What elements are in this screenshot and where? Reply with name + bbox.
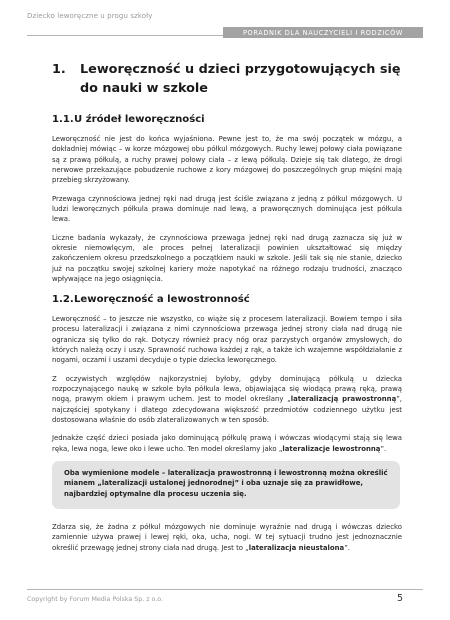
- bold-term: lateralizacja nieustalona: [248, 543, 345, 552]
- paragraph: Leworęczność – to jeszcze nie wszystko, co wiąże się z procesem lateralizacji. Bowiem tempo i siła procesu lateralizacji i związana z nimi czynnościowa przewaga jednej strony ciała nad drugą nie ogranicza się tylko do rąk. Dotyczy również pracy nóg oraz parzystych organów zmysłowych, do których należą oczy i uszy. Sprawność ruchowa każdej z rąk, a także ich wzajemne współdziałanie z nogami, oczami i uszami decyduje o typie dziecka leworęcznego.: [52, 315, 402, 365]
- text-run: ”, najczęściej spotykany i dlatego zdecydowana większość przedmiotów codziennego użytku jest dostosowana właśnie do osób zlateralizowanych w ten sposób.: [52, 395, 402, 424]
- page-number: 5: [396, 593, 403, 604]
- paragraph: Przewaga czynnościowa jednej ręki nad drugą jest ściśle związana z jedną z półkul mózgowych. U ludzi leworęcznych półkula prawa dominuje nad lewą, a praworęcznych dominująca jest półkula lewa.: [52, 194, 402, 224]
- section-number: 1.1.: [52, 114, 74, 125]
- text-run: Zdarza się, że żadna z półkul mózgowych nie dominuje wyraźnie nad drugą i wówczas dziecko zamiennie używa prawej i lewej ręki, oka, ucha, nogi. W tej sytuacji trudno jest jednoznacznie określić przewagę jednej strony ciała nad drugą. Jest to „: [52, 523, 402, 552]
- section-number: 1.2.: [52, 294, 74, 305]
- paragraph: Liczne badania wykazały, że czynnościowa przewaga jednej ręki nad drugą zaznacza się już w okresie niemowlęcym, ale proces pełnej lateralizacji powinien ukształtować się między zakończeniem okresu przedszkolnego a początkiem nauki w szkole. Jeśli tak się nie stanie, dziecko już na początku swojej szkolnej kariery może napotykać na różnego rodzaju trudności, znacząco wpływające na jego osiągnięcia.: [52, 233, 402, 283]
- chapter-number: 1.: [52, 62, 66, 77]
- text-run: ”.: [344, 543, 350, 552]
- footer-rule: [27, 589, 423, 590]
- text-run: Z oczywistych względów najkorzystniej byłoby, gdyby dominującą półkulą u dziecka rozpoczynającego naukę w szkole była półkula lewa, objawiająca się wiodącą prawą ręką, prawą nogą, prawym okiem i prawym uchem. Jest to model określany „: [52, 374, 402, 404]
- callout-text: Oba wymienione modele – lateralizacja prawostronną i lewostronną można określić mianem „lateralizacji ustalonej jednorodnej” i oba uznaje się za prawidłowe, najbardziej optymalne dla procesu uczenia się.: [64, 469, 388, 498]
- copyright-text: Copyright by Forum Media Polska Sp. z o.o.: [27, 596, 164, 603]
- paragraph: [52, 374, 402, 425]
- section-label: PORADNIK DLA NAUCZYCIELI I RODZICÓW: [223, 27, 423, 38]
- paragraph: Leworęczność nie jest do końca wyjaśniona. Pewne jest to, że ma swój początek w mózgu, a dokładniej mówiąc – w korze mózgowej obu półkul mózgowych. Ruchy lewej połowy ciała powiązane są z prawą półkulą, a ruchy prawej połowy ciała – z lewą półkulą. Dzieje się tak dlatego, że drogi nerwowe przekazujące pobudzenie ruchowe z kory mózgowej do poszczególnych grup mięśni mają przebieg skrzyżowany.: [52, 135, 402, 185]
- text-run: Jednakże część dzieci posiada jako dominującą półkulę prawą i wówczas wiodącymi stają się lewa ręka, lewa noga, lewe oko i lewe ucho. Ten model określamy jako „: [52, 434, 402, 453]
- paragraph: [52, 522, 402, 553]
- paragraph: [52, 433, 402, 454]
- closing-body: [52, 522, 402, 561]
- running-title: Dziecko leworęczne u progu szkoły: [27, 12, 153, 20]
- text-run: ”.: [380, 444, 387, 453]
- section-1-2-body: [52, 314, 402, 462]
- section-1-1-body: [52, 134, 402, 292]
- chapter-heading: [52, 60, 412, 98]
- callout-box: [52, 461, 400, 509]
- section-title: U źródeł leworęczności: [74, 114, 205, 125]
- section-title: Leworęczność a lewostronność: [74, 294, 250, 305]
- chapter-title: Leworęczność u dzieci przygotowujących się do nauki w szkole: [80, 62, 401, 96]
- bold-term: lateralizacje lewostronną: [282, 444, 381, 453]
- bold-term: lateralizacją prawostronną: [290, 395, 397, 404]
- section-heading-1-1: [52, 114, 205, 125]
- section-heading-1-2: [52, 294, 250, 305]
